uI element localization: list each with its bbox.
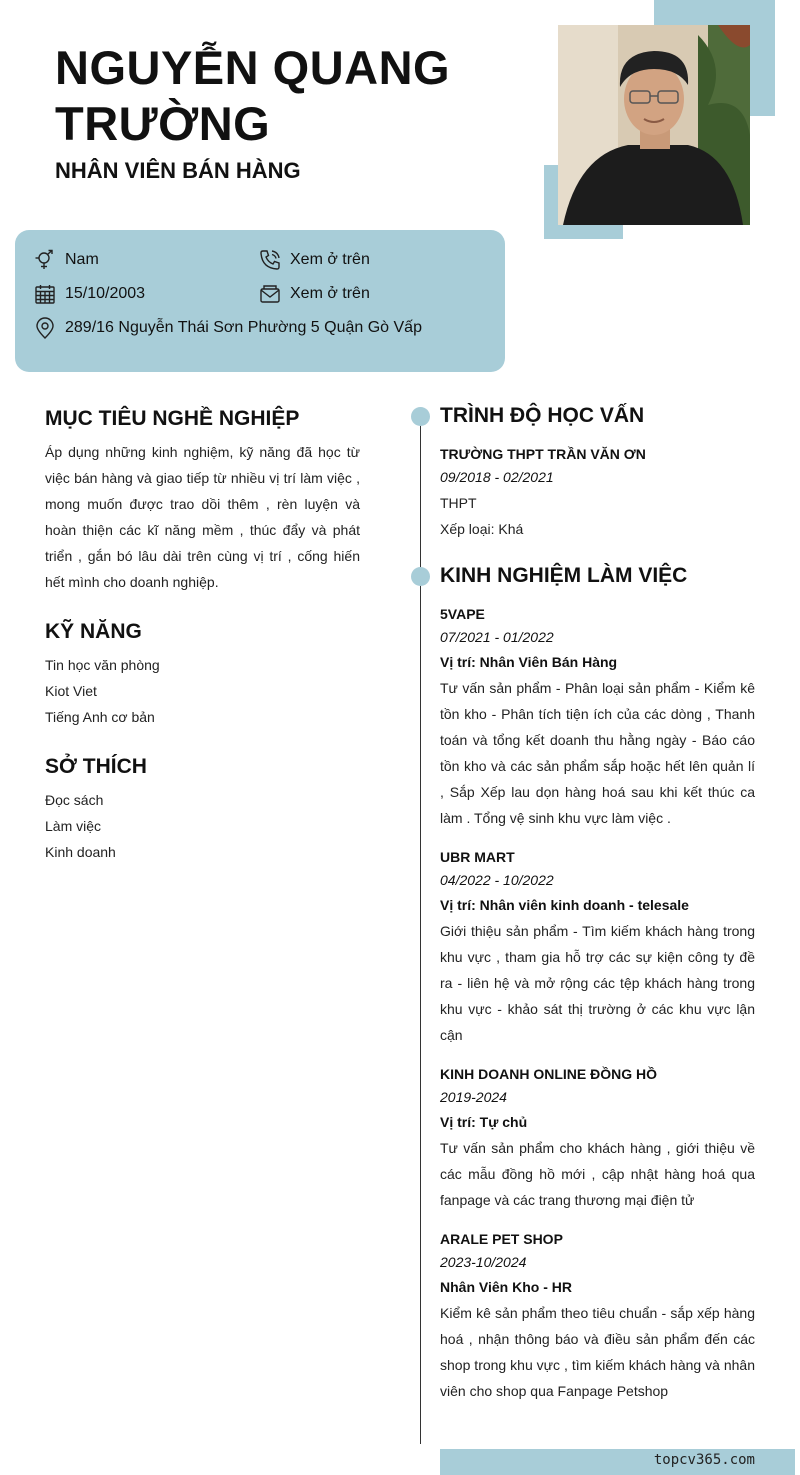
education-dot [411, 407, 430, 426]
location-pin-icon [34, 317, 56, 339]
education-degree: THPT [440, 495, 477, 511]
experience-dot [411, 567, 430, 586]
experience-description: Kiểm kê sản phẩm theo tiêu chuẩn - sắp xếp hàng hoá , nhận thông báo và điều sản phẩm đến các shop trong khu vực , tìm kiếm khách hàng và nhân viên cho shop qua Fanpage Petshop [440, 1305, 755, 1399]
phone-row [259, 249, 370, 271]
experience-role: Vị trí: Tự chủ [440, 1114, 528, 1130]
company-name: ARALE PET SHOP [440, 1231, 563, 1247]
education-grade: Xếp loại: Khá [440, 521, 524, 537]
contact-info-box [15, 230, 505, 372]
experience-entry [440, 1228, 755, 1404]
address-value: 289/16 Nguyễn Thái Sơn Phường 5 Quận Gò Vấp [65, 319, 422, 336]
gender-value: Nam [65, 251, 99, 268]
company-name: 5VAPE [440, 606, 485, 622]
address-row [34, 317, 422, 339]
education-date: 09/2018 - 02/2021 [440, 469, 554, 485]
hobbies-title: SỞ THÍCH [45, 755, 147, 778]
company-name: UBR MART [440, 849, 515, 865]
footer-bar [440, 1449, 795, 1475]
experience-description: Tư vấn sản phẩm - Phân loại sản phẩm - Kiểm kê tồn kho - Phân tích tiện ích của các dòng , Thanh toán và tổng kết doanh thu hằng ngày - Báo cáo tồn kho và các sản phẩm sắp hoặc hết lên quản lí , Sắp Xếp lau dọn hàng hoá sau khi kết thúc ca làm . Tổng vệ sinh khu vực làm việc . [440, 680, 755, 826]
skills-title: KỸ NĂNG [45, 620, 142, 643]
skill-item: Kiot Viet [45, 683, 97, 699]
education-title: TRÌNH ĐỘ HỌC VẤN [440, 404, 645, 427]
gender-icon [34, 249, 56, 271]
experience-role: Vị trí: Nhân viên kinh doanh - telesale [440, 897, 689, 913]
experience-date: 2019-2024 [440, 1089, 507, 1105]
email-row [259, 283, 370, 305]
experience-entry [440, 603, 755, 831]
skills-list [45, 652, 160, 730]
profile-photo [558, 25, 750, 225]
job-title: NHÂN VIÊN BÁN HÀNG [55, 158, 301, 183]
hobbies-list [45, 787, 116, 865]
email-value: Xem ở trên [290, 285, 370, 302]
phone-value: Xem ở trên [290, 251, 370, 268]
candidate-name: NGUYỄN QUANG TRƯỜNG [55, 41, 451, 150]
experience-date: 04/2022 - 10/2022 [440, 872, 554, 888]
experience-description: Giới thiệu sản phẩm - Tìm kiếm khách hàng trong khu vực , tham gia hỗ trợ các sự kiện công ty đề ra - liên hệ và mở rộng các tệp khách hàng trong khu vực - khảo sát thị trường ở các khu vực lận cận [440, 923, 755, 1043]
hobby-item: Làm việc [45, 818, 102, 834]
gender-row [34, 249, 99, 271]
objective-text: Áp dụng những kinh nghiệm, kỹ năng đã học từ việc bán hàng và giao tiếp từ nhiều vị trí làm việc , mong muốn được trao dồi thêm , rèn luyện và hoàn thiện các kĩ năng mềm , thúc đẩy và phát triển , gắn bó lâu dài trên cùng vị trí , cống hiến hết mình cho doanh nghiệp. [45, 444, 360, 590]
experience-date: 2023-10/2024 [440, 1254, 527, 1270]
email-icon [259, 283, 281, 305]
footer-brand[interactable]: topcv365.com [653, 1452, 755, 1468]
experience-role: Nhân Viên Kho - HR [440, 1279, 572, 1295]
experience-entry [440, 1063, 755, 1213]
experience-description: Tư vấn sản phẩm cho khách hàng , giới thiệu về các mẫu đồng hồ mới , cập nhật hàng hoá qua fanpage và các trang thương mại điện tử [440, 1140, 755, 1208]
objective-title: MỤC TIÊU NGHỀ NGHIỆP [45, 407, 300, 430]
hobby-item: Kinh doanh [45, 844, 116, 860]
school-name: TRƯỜNG THPT TRẦN VĂN ƠN [440, 446, 646, 462]
experience-entry [440, 846, 755, 1048]
hobby-item: Đọc sách [45, 792, 104, 808]
birthday-row [34, 283, 145, 305]
company-name: KINH DOANH ONLINE ĐỒNG HỒ [440, 1066, 657, 1082]
phone-icon [259, 249, 281, 271]
experience-title: KINH NGHIỆM LÀM VIỆC [440, 564, 688, 587]
experience-role: Vị trí: Nhân Viên Bán Hàng [440, 654, 618, 670]
education-entry [440, 443, 755, 542]
skill-item: Tin học văn phòng [45, 657, 160, 673]
birthday-value: 15/10/2003 [65, 285, 146, 302]
experience-date: 07/2021 - 01/2022 [440, 629, 554, 645]
skill-item: Tiếng Anh cơ bản [45, 709, 155, 725]
calendar-icon [34, 283, 56, 305]
